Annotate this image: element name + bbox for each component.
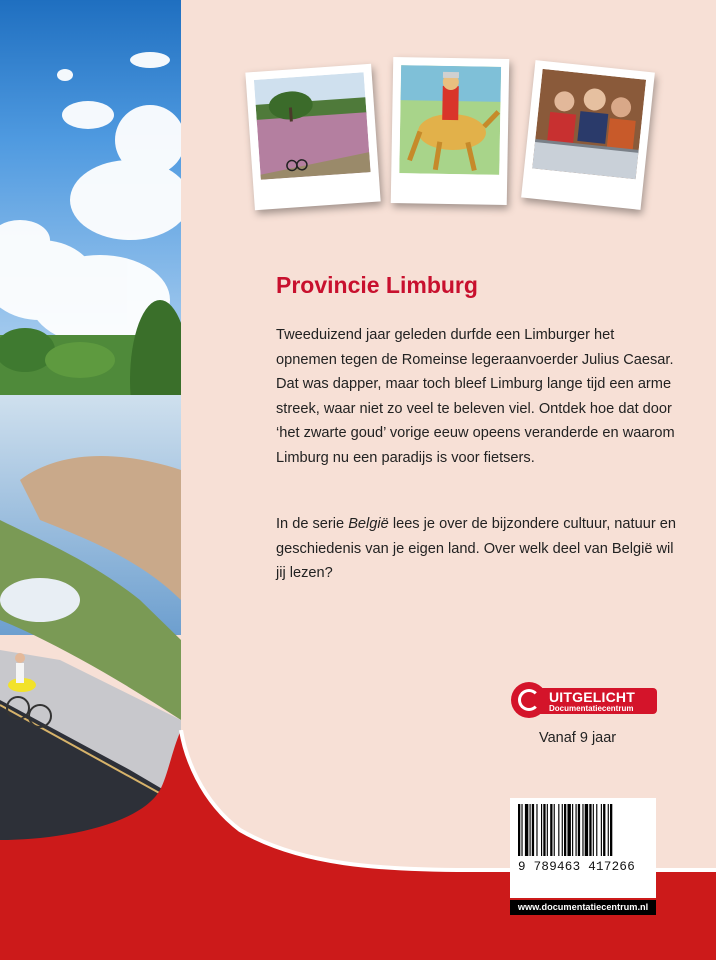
- barcode-bar: [532, 804, 534, 856]
- barcode-bar: [521, 804, 522, 856]
- barcode-bar: [603, 804, 605, 856]
- barcode-bar: [582, 804, 583, 856]
- age-label: Vanaf 9 jaar: [539, 730, 617, 746]
- series-paragraph: [276, 512, 676, 586]
- series-name: België: [348, 516, 389, 532]
- barcode-icon: [510, 798, 656, 860]
- barcode-bar: [576, 804, 577, 856]
- logo-title: UITGELICHT: [549, 689, 635, 705]
- barcode-bar: [608, 804, 609, 856]
- barcode-bar: [589, 804, 591, 856]
- barcode-bar: [518, 804, 520, 856]
- summary-paragraph: Tweeduizend jaar geleden durfde een Limburger het opnemen tegen de Romeinse legeraanvoerder Julius Caesar. Dat was dapper, maar toch bleef Limburg lange tijd een arme streek, waar niet zo veel te beleven viel. Ontdek hoe dat door ‘het zwarte goud’ vorige eeuw opeens veranderde en waarom Limburg nu een paradijs is voor fietsers.: [276, 327, 675, 466]
- barcode-bar: [585, 804, 588, 856]
- barcode-bar: [547, 804, 548, 856]
- website-url: www.documentatiecentrum.nl: [510, 900, 656, 915]
- polaroid-comic-illustration: [391, 57, 510, 205]
- barcode-bar: [550, 804, 552, 856]
- barcode-bar: [525, 804, 528, 856]
- barcode-bar: [601, 804, 602, 856]
- barcode-bar: [578, 804, 580, 856]
- barcode-bar: [543, 804, 545, 856]
- barcode-bar: [564, 804, 566, 856]
- logo-subtitle: Documentatiecentrum: [549, 704, 634, 713]
- logo-swirl-icon: [511, 682, 547, 718]
- barcode-bar: [530, 804, 531, 856]
- polaroid-heath-photo: [245, 64, 380, 210]
- barcode-bar: [536, 804, 537, 856]
- isbn-number: 9 789463 417266: [518, 860, 636, 874]
- book-title: Provincie Limburg: [276, 272, 478, 298]
- logo-band: [535, 688, 657, 714]
- barcode-bar: [610, 804, 612, 856]
- barcode-bar: [554, 804, 555, 856]
- barcode-bar: [558, 804, 559, 856]
- barcode-bar: [562, 804, 563, 856]
- series-text-before: In de serie: [276, 516, 349, 532]
- series-text-after: lees je over de bijzondere cultuur, natuur en geschiedenis van je eigen land. Over welk deel van België wil jij lezen?: [276, 516, 676, 582]
- barcode-bar: [572, 804, 573, 856]
- barcode-bar: [596, 804, 597, 856]
- barcode-bar: [567, 804, 570, 856]
- barcode-box: [510, 798, 656, 898]
- barcode-bar: [593, 804, 594, 856]
- uitgelicht-logo: [511, 681, 659, 721]
- polaroid-crowd-photo: [521, 60, 655, 210]
- barcode-bar: [541, 804, 542, 856]
